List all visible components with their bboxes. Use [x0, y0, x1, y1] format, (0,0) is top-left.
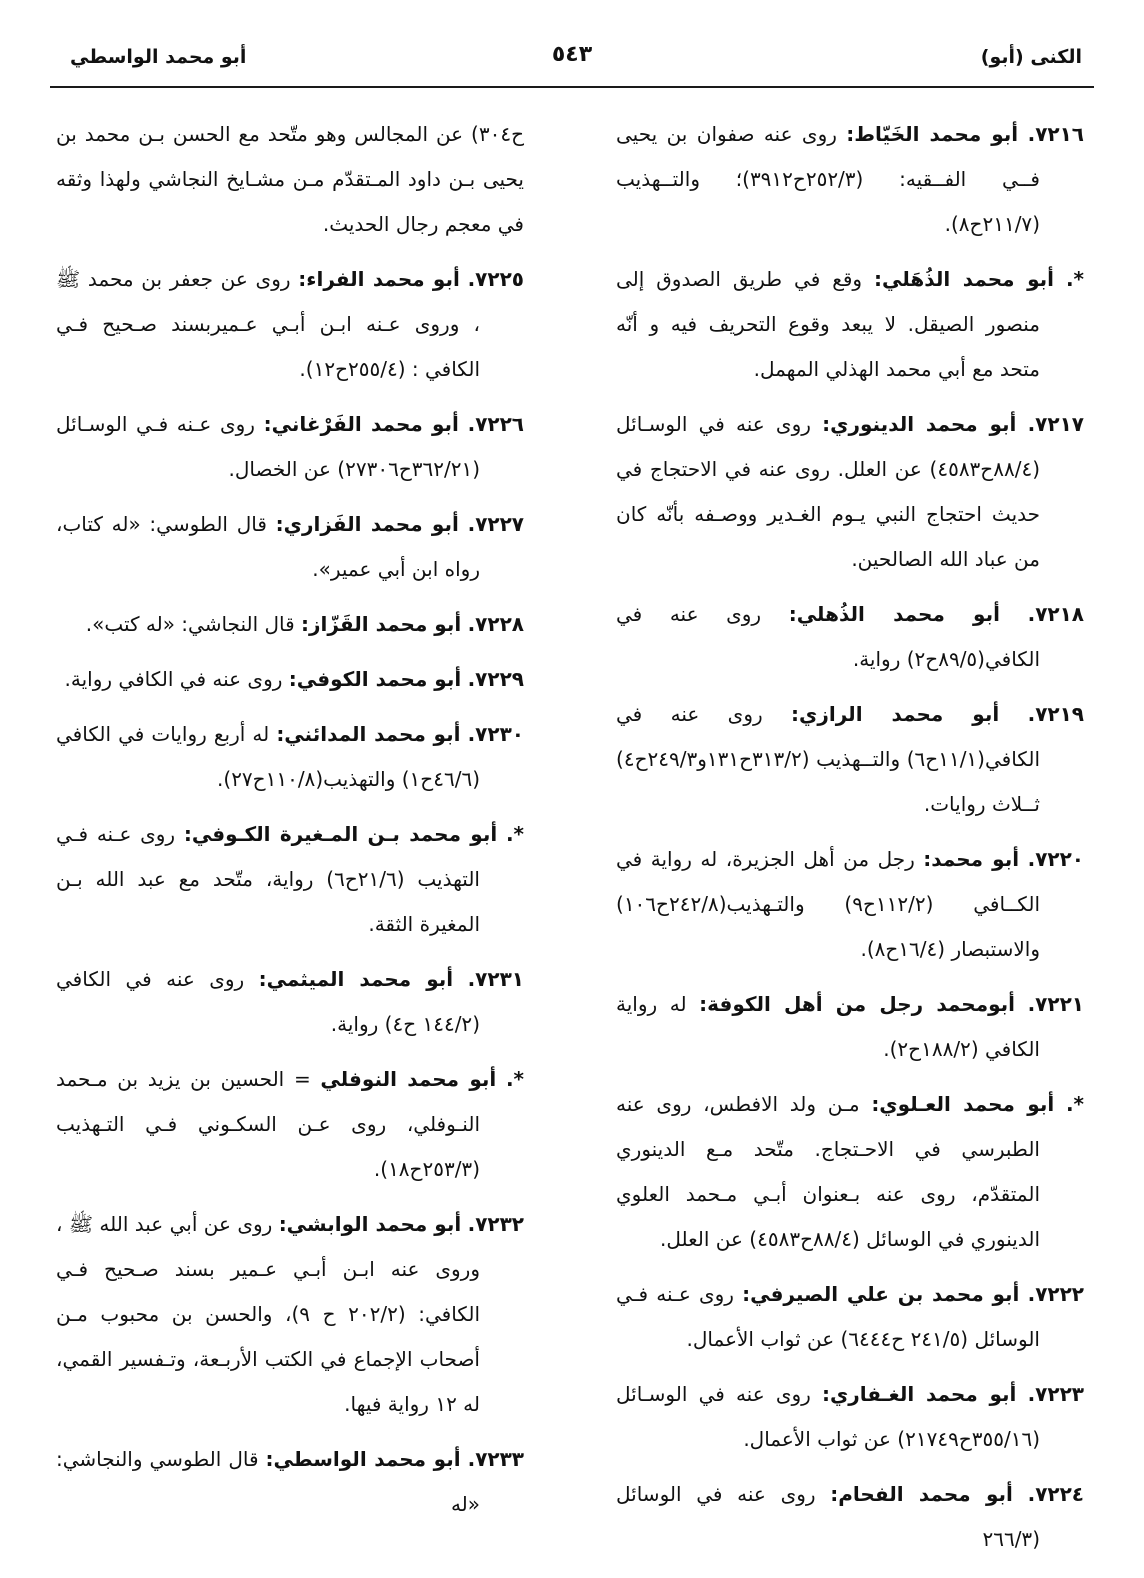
entry-name: أبو محمد الكوفي: — [288, 667, 462, 691]
entry — [56, 812, 524, 947]
entry-name: أبو محمد بن علي الصيرفي: — [742, 1282, 1020, 1306]
entry-number: ٧٢٢٢. — [1027, 1282, 1085, 1306]
entry-text: روى عـنه فـي الوسائل (٢٤١/٥ ح٦٤٤٤) عن ثواب الأعمال. — [616, 1282, 1040, 1351]
entry — [56, 402, 524, 492]
entry-number: ٧٢٣٣. — [467, 1447, 525, 1471]
left-column — [56, 112, 524, 1537]
entry-number: ٧٢٢٥. — [467, 267, 524, 291]
entry-number: ٧٢٢٣. — [1027, 1382, 1084, 1406]
entry-name: أبو محمد الميثمي: — [258, 967, 454, 991]
page-number: ٥٤٣ — [551, 42, 593, 67]
entry-name: أبو محمد الفَرْغاني: — [263, 412, 459, 436]
right-column — [616, 112, 1084, 1572]
entry-number: *. — [1065, 1092, 1085, 1116]
entry-number: ٧٢٢٨. — [467, 612, 524, 636]
entry-number: *. — [505, 1067, 525, 1091]
entry-name: أبو محمد القَزّاز: — [301, 612, 462, 636]
entry — [56, 712, 524, 802]
entry-number: ٧٢٢٦. — [467, 412, 525, 436]
entry-name: أبومحمد رجل من أهل الكوفة: — [699, 992, 1015, 1016]
entry-name: أبو محمد الرازي: — [791, 702, 1000, 726]
entry — [616, 1372, 1084, 1462]
entry — [56, 502, 524, 592]
entry-text: له رواية الكافي (١٨٨/٢ح٢). — [616, 992, 1040, 1061]
entry-name: أبو محمد المدائني: — [276, 722, 461, 746]
entry — [616, 112, 1084, 247]
entry-name: أبو محمد العـلوي: — [871, 1092, 1055, 1116]
entry-number: ٧٢١٨. — [1027, 602, 1085, 626]
entry — [616, 1272, 1084, 1362]
entry — [56, 1202, 524, 1427]
entry-text: روى عنه صفوان بن يحيى فــي الفــقيه: (٢٥٢/٣ح٣٩١٢)؛ والتــهذيب (٢١١/٧ح٨). — [616, 122, 1040, 236]
entry-name: أبو محمد الدينوري: — [822, 412, 1017, 436]
entry — [616, 982, 1084, 1072]
entry — [616, 592, 1084, 682]
entry — [56, 602, 524, 647]
continued-entry: ح٣٠٤) عن المجالس وهو متّحد مع الحسن بـن محمد بن يحيى بـن داود المـتقدّم مـن مشـايخ النجاشي ولهذا وثقه في معجم رجال الحديث. — [56, 122, 524, 236]
entry — [56, 657, 524, 702]
entry-number: ٧٢١٦. — [1027, 122, 1085, 146]
entry-text: روى عن جعفر بن محمد ﷺ ، وروى عـنه ابـن أبـي عـميربسند صـحيح فـي الكافي : (٢٥٥/٤ح١٢). — [56, 267, 480, 381]
entry-text: مـن ولد الافطس، روى عنه الطبرسي في الاحـتجاج. متّحد مـع الدينوري المتقدّم، روى عنه بـعنوان أبـي مـحمد العلوي الدينوري في الوسائل (٨٨/٤ح٤٥٨٣) عن العلل. — [616, 1092, 1040, 1251]
entry-text: روى عنه في الوسـائل (٨٨/٤ح٤٥٨٣) عن العلل. روى عنه في الاحتجاج في حديث احتجاج النبي يـوم الغـدير ووصـفه بأنّه كان من عباد الله الصالحين. — [616, 412, 1040, 571]
entry-text: روى عنه في الكافي (١٤٤/٢ ح٤) رواية. — [56, 967, 480, 1036]
entry-number: ٧٢١٩. — [1027, 702, 1085, 726]
entry-text: وقع في طريق الصدوق إلى منصور الصيقل. لا يبعد وقوع التحريف فيه و أنّه متحد مع أبي محمد الهذلي المهمل. — [616, 267, 1040, 381]
entry-number: ٧٢٢٧. — [467, 512, 525, 536]
entry — [616, 837, 1084, 972]
entry — [616, 402, 1084, 582]
entry-name: أبو محمد بـن المـغيرة الكـوفي: — [183, 822, 498, 846]
entry-name: أبو محمد الواسطي: — [265, 1447, 461, 1471]
entry-name: أبو محمد الغـفاري: — [821, 1382, 1017, 1406]
entry-text: روى عنه في الوسائل (٢٦٦/٣ — [616, 1482, 1040, 1551]
entry-text: روى عنه في الكافي(١١/١ح٦) والتــهذيب (٣١٣/٢ح١٣١و٢٤٩/٣ح٤) ثــلاث روايات. — [616, 702, 1040, 816]
entry-name: أبو محمد النوفلي — [320, 1067, 497, 1091]
entry-number: ٧٢٢٤. — [1027, 1482, 1085, 1506]
entry — [616, 257, 1084, 392]
entry-text: رجل من أهل الجزيرة، له رواية في الكــافي (١١٢/٢ح٩) والتـهذيب(٢٤٢/٨ح١٠٦) والاستبصار (١٦/٤ح٨). — [616, 847, 1040, 961]
entry-number: *. — [505, 822, 524, 846]
entry-text: روى عـنه فـي الوسـائل (٣٦٢/٢١ح٢٧٣٠٦) عن الخصال. — [56, 412, 480, 481]
entry-number: ٧٢٣٢. — [467, 1212, 525, 1236]
entry-number: ٧٢١٧. — [1027, 412, 1084, 436]
entry-text: روى عنه في الكافي(٨٩/٥ح٢) رواية. — [616, 602, 1040, 671]
entry-name: أبو محمد الفراء: — [298, 267, 460, 291]
entry-name: أبو محمد الذُهلي: — [788, 602, 1000, 626]
running-head-right: الكنى (أبو) — [980, 46, 1082, 68]
entry-text: روى عنه في الوسـائل (٣٥٥/١٦ح٢١٧٤٩) عن ثواب الأعمال. — [616, 1382, 1040, 1451]
entry-text: روى عنه في الكافي رواية. — [64, 667, 289, 691]
entry-text: قال النجاشي: «له كتب». — [85, 612, 302, 636]
entry-name: أبو محمد الذُهَلي: — [874, 267, 1054, 291]
entry — [56, 1437, 524, 1527]
entry-text: له أربع روايات في الكافي (٤٦/٦ح١) والتهذيب(١١٠/٨ح٢٧). — [56, 722, 480, 791]
entry — [616, 692, 1084, 827]
page-header — [50, 40, 1094, 88]
entry-name: أبو محمد الوابشي: — [278, 1212, 462, 1236]
entry-name: أبو محمد الخَيّاط: — [846, 122, 1019, 146]
entry — [616, 1082, 1084, 1262]
entry — [56, 257, 524, 392]
entry-name: أبو محمد: — [923, 847, 1020, 871]
entry — [616, 1472, 1084, 1562]
entry-text: قال الطوسي والنجاشي: «له — [56, 1447, 480, 1516]
entry — [56, 957, 524, 1047]
entry-number: *. — [1065, 267, 1084, 291]
entry-text: روى عن أبي عبد الله ﷺ ، وروى عنه ابـن أبـي عـمير بسند صـحيح فـي الكافي: (٢٠٢/٢ ح ٩)، والحسن بن محبوب مـن أصحاب الإجماع في الكتب الأربـعة، وتـفسير القمي، له ١٢ رواية فيها. — [56, 1212, 481, 1416]
entry-number: ٧٢٣٠. — [467, 722, 524, 746]
entry-name: أبو محمد الفحام: — [830, 1482, 1013, 1506]
entry-name: أبو محمد الفَزاري: — [275, 512, 459, 536]
entry-number: ٧٢٢٠. — [1027, 847, 1085, 871]
entry-number: ٧٢٣١. — [467, 967, 524, 991]
running-head-left: أبو محمد الواسطي — [70, 46, 247, 68]
entry-text: قال الطوسي: «له كتاب، رواه ابن أبي عمير». — [56, 512, 480, 581]
entry-text: روى عـنه فـي التهذيب (٢١/٦ح٦) رواية، متّحد مع عبد الله بـن المغيرة الثقة. — [56, 822, 480, 936]
entry-text: = الحسين بن يزيد بن مـحمد النـوفلي، روى عـن السكـوني فـي التـهذيب (٢٥٣/٣ح١٨). — [56, 1067, 480, 1181]
entry-number: ٧٢٢١. — [1027, 992, 1084, 1016]
entry — [56, 1057, 524, 1192]
entry-number: ٧٢٢٩. — [467, 667, 524, 691]
